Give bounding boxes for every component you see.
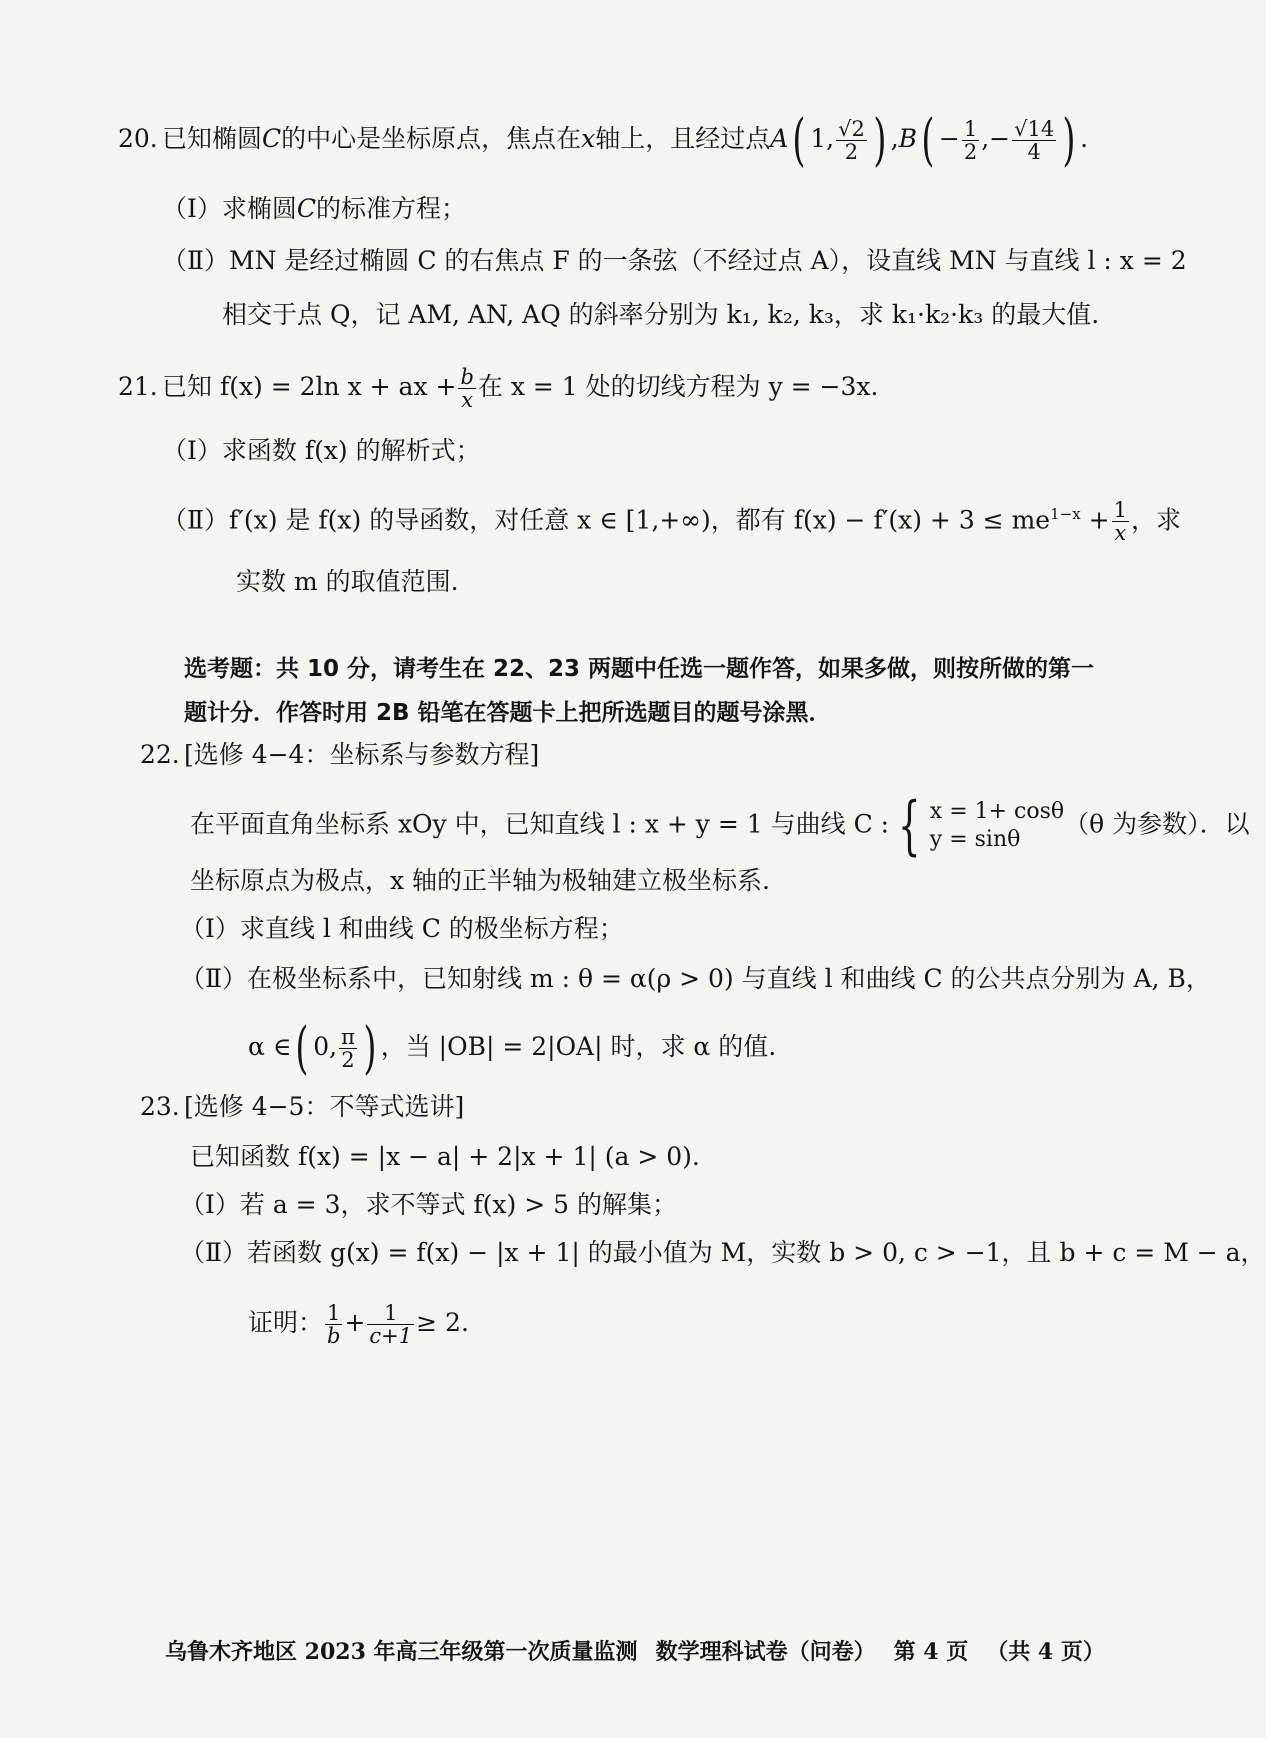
page-footer bbox=[165, 1637, 1105, 1667]
frac-den: 2 bbox=[844, 140, 859, 164]
q22-part2-line1: （Ⅱ）在极坐标系中，已知射线 m : θ = α(ρ > 0) 与直线 l 和曲线 C 的公共点分别为 A, B， bbox=[180, 964, 1211, 993]
q21-frac bbox=[458, 366, 475, 411]
q22-range-start: 0, bbox=[313, 1032, 338, 1061]
q22-stem-line2: 坐标原点为极点，x 轴的正半轴为极轴建立极坐标系. bbox=[190, 866, 770, 895]
q22-title bbox=[140, 738, 539, 772]
frac-den: x bbox=[1114, 521, 1127, 546]
elective-instructions-line2: 题计分．作答时用 2B 铅笔在答题卡上把所选题目的题号涂黑． bbox=[184, 700, 832, 726]
footer-subject: 数学理科试卷（问卷） bbox=[655, 1639, 876, 1665]
q20-var-x: x bbox=[581, 124, 596, 153]
paren-close: ) bbox=[873, 107, 887, 173]
q22-title-text: [选修 4−4：坐标系与参数方程] bbox=[184, 740, 540, 769]
q20-text-1: 已知椭圆 bbox=[162, 124, 263, 153]
footer-exam-name: 乌鲁木齐地区 2023 年高三年级第一次质量监测 bbox=[165, 1639, 638, 1665]
q23-part2-line1: （Ⅱ）若函数 g(x) = f(x) − |x + 1| 的最小值为 M，实数 b > 0, c > −1，且 b + c = M − a， bbox=[180, 1238, 1266, 1267]
q21-part1: （Ⅰ）求函数 f(x) 的解析式； bbox=[162, 436, 481, 465]
footer-total-pages: （共 4 页） bbox=[986, 1639, 1105, 1665]
q22-text-1: 在平面直角坐标系 xOy 中，已知直线 l : x + y = 1 与曲线 C : bbox=[190, 809, 890, 839]
paren-open: ( bbox=[295, 1015, 309, 1081]
brace-icon: { bbox=[898, 789, 921, 863]
q23-title bbox=[140, 1090, 464, 1124]
q20-a-y-frac bbox=[836, 118, 867, 163]
q22-range-frac bbox=[339, 1026, 357, 1071]
q20-point-a: A bbox=[770, 124, 789, 153]
paren-open: ( bbox=[792, 107, 806, 173]
q23-plus: + bbox=[344, 1308, 366, 1337]
q21-part2-text: （Ⅱ）f′(x) 是 f(x) 的导函数，对任意 x ∈ [1,+∞)，都有 f(x) − f′(x) + 3 ≤ me bbox=[162, 505, 1051, 535]
q22-system-eq2: y = sinθ bbox=[929, 827, 1021, 852]
q23-frac-2 bbox=[367, 1302, 414, 1347]
q21-stem bbox=[118, 366, 878, 411]
frac-num: 1 bbox=[367, 1302, 414, 1325]
q22-stem bbox=[190, 789, 1250, 863]
q20-var-c: C bbox=[262, 124, 282, 153]
q22-system-eq1: x = 1+ cosθ bbox=[929, 799, 1065, 824]
q23-stem: 已知函数 f(x) = |x − a| + 2|x + 1| (a > 0). bbox=[190, 1142, 700, 1171]
q22-param-system bbox=[930, 798, 1064, 854]
q20-b-x-frac bbox=[962, 118, 979, 163]
frac-den: c+1 bbox=[369, 1324, 413, 1348]
q20-text-2: 的中心是坐标原点，焦点在 bbox=[281, 124, 582, 153]
q21-text-1: 已知 f(x) = 2ln x + ax + bbox=[162, 372, 457, 401]
frac-num: 1 bbox=[1113, 498, 1127, 523]
q21-text-2: 在 x = 1 处的切线方程为 y = −3x. bbox=[477, 372, 879, 401]
paren-close: ) bbox=[363, 1015, 377, 1081]
q20-a-x: 1, bbox=[810, 124, 835, 153]
question-number: 20. bbox=[118, 124, 158, 153]
frac-den: 2 bbox=[963, 140, 978, 164]
q20-b-y-frac bbox=[1012, 118, 1056, 163]
q21-part2-line2: 实数 m 的取值范围. bbox=[236, 567, 459, 596]
frac-num: √2 bbox=[838, 117, 865, 141]
q20-part1-var: C bbox=[296, 194, 317, 223]
q23-title-text: [选修 4−5：不等式选讲] bbox=[184, 1092, 465, 1121]
frac-num: √14 bbox=[1014, 117, 1055, 141]
paren-open: ( bbox=[921, 107, 935, 173]
q20-part2-line2: 相交于点 Q，记 AM, AN, AQ 的斜率分别为 k₁, k₂, k₃，求 k₁·k₂·k₃ 的最大值. bbox=[222, 300, 1100, 329]
question-number: 23. bbox=[140, 1092, 180, 1121]
frac-num: 1 bbox=[325, 1302, 342, 1325]
frac-den: b bbox=[327, 1324, 341, 1348]
frac-den: 4 bbox=[1027, 140, 1041, 164]
frac-num: b bbox=[460, 365, 474, 389]
frac-den: x bbox=[461, 388, 474, 412]
q21-part2-line1 bbox=[162, 497, 1181, 544]
q20-part1-text: （Ⅰ）求椭圆 bbox=[162, 194, 297, 223]
frac-num: 1 bbox=[963, 117, 978, 141]
q21-part2-end: ，求 bbox=[1130, 505, 1181, 535]
q20-stem: 20. 已知椭圆C的中心是坐标原点，焦点在x轴上，且经过点A( 1, $\frac{√2}{2}$ ) ,B( − $\frac{1}{2}$ ,− $\frac{√14}{4}$ ) . bbox=[118, 107, 1089, 173]
q20-point-b: B bbox=[898, 124, 918, 153]
paren-close: ) bbox=[1062, 107, 1076, 173]
q23-prove bbox=[248, 1302, 469, 1347]
q22-alpha: α ∈ bbox=[248, 1032, 292, 1061]
q21-part2-frac bbox=[1112, 499, 1129, 544]
q22-part1: （Ⅰ）求直线 l 和曲线 C 的极坐标方程； bbox=[180, 914, 624, 943]
question-number: 22. bbox=[140, 740, 180, 769]
q22-part2-line2 bbox=[248, 1015, 777, 1081]
q23-frac-1 bbox=[325, 1302, 342, 1347]
q22-text-2: （θ 为参数）．以 bbox=[1064, 809, 1250, 839]
q20-text-3: 轴上，且经过点 bbox=[595, 124, 771, 153]
frac-den: 2 bbox=[341, 1048, 355, 1072]
q20-part1 bbox=[162, 192, 466, 226]
footer-page-number: 第 4 页 bbox=[893, 1639, 969, 1665]
question-number: 21. bbox=[118, 372, 158, 401]
frac-num: π bbox=[341, 1025, 355, 1049]
q23-prove-end: ≥ 2. bbox=[416, 1308, 469, 1337]
elective-instructions-line1: 选考题：共 10 分，请考生在 22、23 两题中任选一题作答，如果多做，则按所做的第一 bbox=[184, 656, 1095, 682]
q21-plus: + bbox=[1080, 505, 1110, 535]
q23-part1: （Ⅰ）若 a = 3，求不等式 f(x) > 5 的解集； bbox=[180, 1190, 677, 1219]
q21-exponent: 1−x bbox=[1050, 505, 1081, 523]
q20-part2-line1: （Ⅱ）MN 是经过椭圆 C 的右焦点 F 的一条弦（不经过点 A），设直线 MN 与直线 l : x = 2 bbox=[162, 246, 1187, 275]
q22-part2-end: ，当 |OB| = 2|OA| 时，求 α 的值. bbox=[380, 1032, 777, 1061]
q20-part1-end: 的标准方程； bbox=[316, 194, 467, 223]
q23-prove-label: 证明： bbox=[248, 1308, 324, 1337]
